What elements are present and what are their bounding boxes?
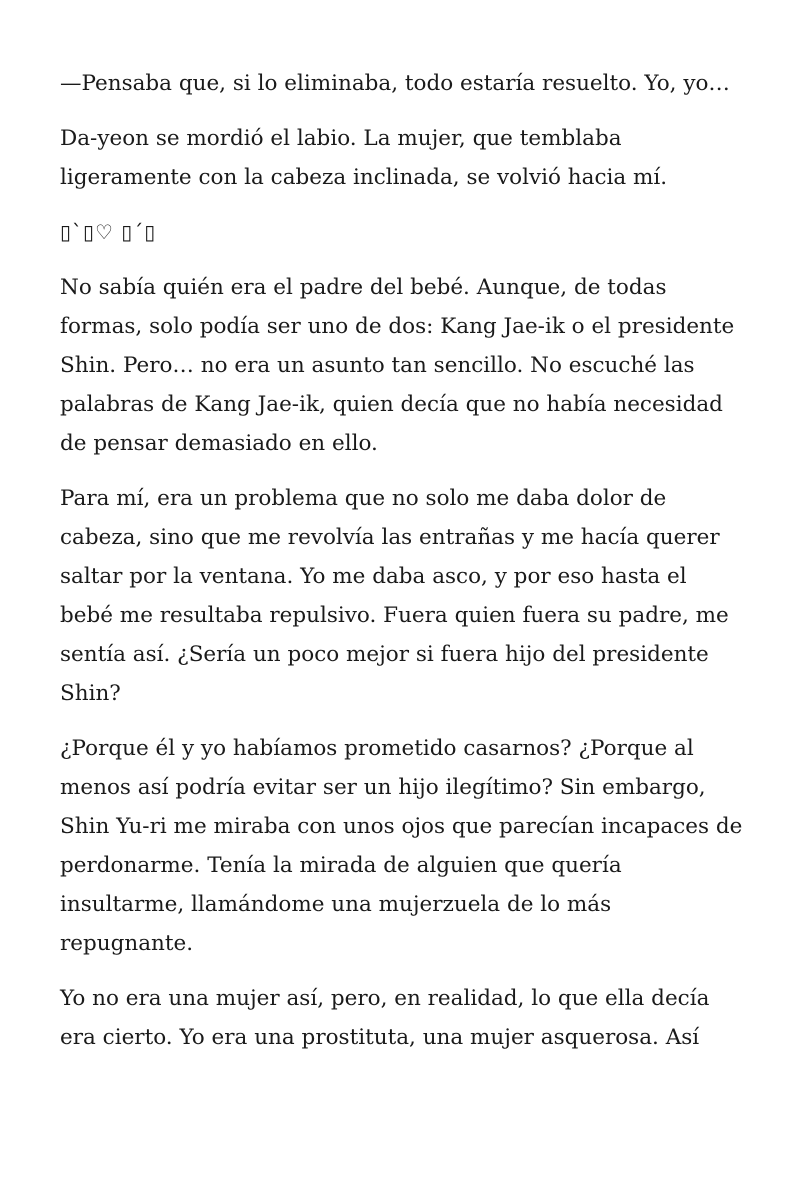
paragraph: Para mí, era un problema que no solo me daba dolor de cabeza, sino que me revolvía las entrañas y me hacía querer saltar por la ventana. Yo me daba asco, y por eso hasta el bebé me resultaba repulsivo. Fuera quien fuera su padre, me sentía así. ¿Sería un poco mejor si fuera hijo del presidente Shin? [60,486,729,706]
paragraph: Yo no era una mujer así, pero, en realidad, lo que ella decía era cierto. Yo era una prostituta, una mujer asquerosa. Así [60,986,710,1050]
paragraph: ¿Porque él y yo habíamos prometido casarnos? ¿Porque al menos así podría evitar ser un hijo ilegítimo? Sin embargo, Shin Yu-ri me miraba con unos ojos que parecían incapaces de perdonarme. Tenía la mirada de alguien que quería insultarme, llamándome una mujerzuela de lo más repugnante. [60,736,743,956]
paragraph: No sabía quién era el padre del bebé. Aunque, de todas formas, solo podía ser uno de dos: Kang Jae-ik o el presidente Shin. Pero… no era un asunto tan sencillo. No escuché las palabras de Kang Jae-ik, quien decía que no había necesidad de pensar demasiado en ello. [60,275,735,456]
paragraph: —Pensaba que, si lo eliminaba, todo estaría resuelto. Yo, yo… [60,71,730,96]
section-separator: ▯`▯♡ ▯´▯ [60,220,157,244]
reading-page [60,64,746,1073]
paragraph: Da-yeon se mordió el labio. La mujer, que temblaba ligeramente con la cabeza inclinada, se volvió hacia mí. [60,126,668,190]
